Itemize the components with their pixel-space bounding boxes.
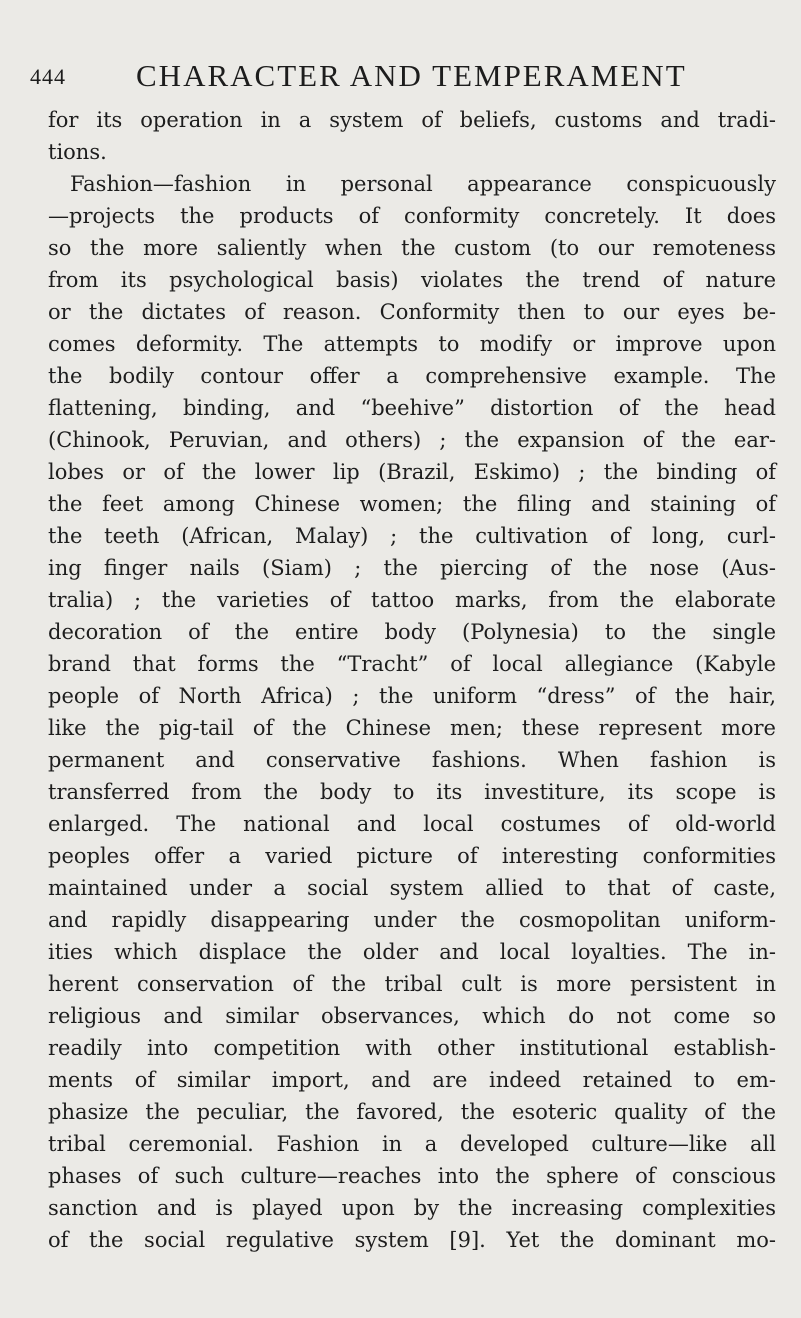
text-line: herent conservation of the tribal cult is more persistent in — [48, 972, 776, 996]
text-line: the feet among Chinese women; the filing and staining of — [48, 492, 776, 516]
text-line: and rapidly disappearing under the cosmopolitan uniform- — [48, 908, 776, 932]
text-line: people of North Africa) ; the uniform “dress” of the hair, — [48, 684, 776, 708]
text-line: readily into competition with other institutional establish- — [48, 1036, 776, 1060]
text-line: phasize the peculiar, the favored, the esoteric quality of the — [48, 1100, 776, 1124]
text-line: flattening, binding, and “beehive” distortion of the head — [48, 396, 776, 420]
text-line: ities which displace the older and local loyalties. The in- — [48, 940, 776, 964]
text-line: religious and similar observances, which do not come so — [48, 1004, 776, 1028]
text-line: so the more saliently when the custom (to our remoteness — [48, 236, 776, 260]
running-title: CHARACTER AND TEMPERAMENT — [136, 58, 687, 93]
text-line: tralia) ; the varieties of tattoo marks, from the elaborate — [48, 588, 776, 612]
text-line: sanction and is played upon by the increasing complexities — [48, 1196, 776, 1220]
text-line: enlarged. The national and local costumes of old-world — [48, 812, 776, 836]
text-line: phases of such culture—reaches into the sphere of conscious — [48, 1164, 776, 1188]
text-line: from its psychological basis) violates the trend of nature — [48, 268, 776, 292]
text-line: tions. — [48, 140, 107, 164]
text-line: brand that forms the “Tracht” of local allegiance (Kabyle — [48, 652, 776, 676]
page-number: 444 — [30, 64, 66, 89]
text-line: the teeth (African, Malay) ; the cultivation of long, curl- — [48, 524, 776, 548]
text-line: maintained under a social system allied to that of caste, — [48, 876, 776, 900]
text-line: or the dictates of reason. Conformity then to our eyes be- — [48, 300, 776, 324]
text-line: for its operation in a system of beliefs, customs and tradi- — [48, 108, 776, 132]
text-line: ing finger nails (Siam) ; the piercing of the nose (Aus- — [48, 556, 776, 580]
text-line: —projects the products of conformity concretely. It does — [48, 204, 776, 228]
text-line: transferred from the body to its investiture, its scope is — [48, 780, 776, 804]
text-line: ments of similar import, and are indeed retained to em- — [48, 1068, 776, 1092]
text-line: comes deformity. The attempts to modify or improve upon — [48, 332, 776, 356]
paragraph-start-line: Fashion—fashion in personal appearance conspicuously — [70, 172, 776, 196]
body-text — [48, 104, 776, 1256]
text-line: like the pig-tail of the Chinese men; these represent more — [48, 716, 776, 740]
text-line: lobes or of the lower lip (Brazil, Eskimo) ; the binding of — [48, 460, 776, 484]
text-line: the bodily contour offer a comprehensive example. The — [48, 364, 776, 388]
text-line: decoration of the entire body (Polynesia) to the single — [48, 620, 776, 644]
text-line: (Chinook, Peruvian, and others) ; the expansion of the ear- — [48, 428, 776, 452]
text-line: permanent and conservative fashions. When fashion is — [48, 748, 776, 772]
text-line: tribal ceremonial. Fashion in a developed culture—like all — [48, 1132, 776, 1156]
running-header — [30, 58, 770, 98]
text-line: of the social regulative system [9]. Yet the dominant mo- — [48, 1228, 776, 1252]
text-line: peoples offer a varied picture of interesting conformities — [48, 844, 776, 868]
